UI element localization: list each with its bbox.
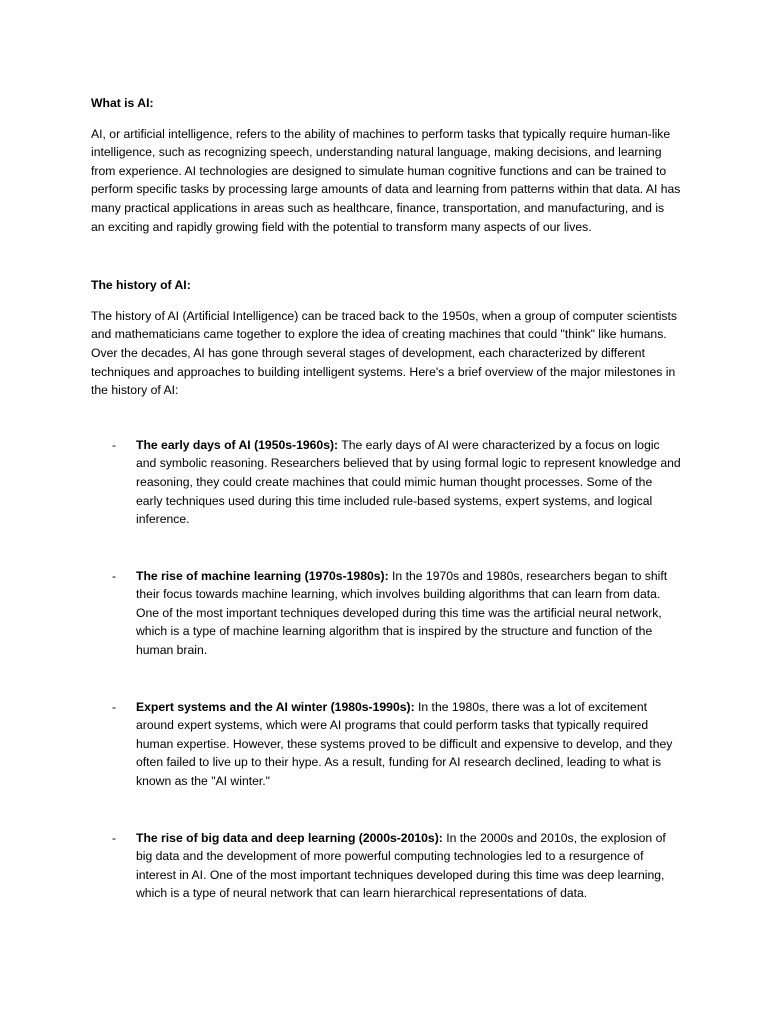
list-item-title: The rise of big data and deep learning (2000s-2010s): — [136, 830, 443, 845]
list-item-text: In the 1970s and 1980s, researchers began to shift their focus towards machine learning, which involves building algorithms that can learn from data. One of the most important techniques developed during this time was the artificial neural network, which is a type of machine learning algorithm that is inspired by the structure and function of the human brain. — [136, 568, 668, 658]
list-bullet: - — [112, 437, 117, 452]
list-item — [91, 567, 681, 660]
list-item — [91, 829, 681, 903]
heading-history-of-ai: The history of AI: — [91, 278, 191, 293]
list-item-text: In the 2000s and 2010s, the explosion of big data and the development of more powerful computing technologies led to a resurgence of interest in AI. One of the most important techniques developed during this time was deep learning, which is a type of neural network that can learn hierarchical representations of data. — [136, 830, 666, 901]
list-item-text: The early days of AI were characterized by a focus on logic and symbolic reasoning. Researchers believed that by using formal logic to represent knowledge and reasoning, they could create machines that could mimic human thought processes. Some of the early techniques used during this time included rule-based systems, expert systems, and logical inference. — [136, 437, 681, 527]
list-bullet: - — [112, 568, 117, 583]
heading-what-is-ai: What is AI: — [91, 96, 154, 110]
list-item — [91, 698, 681, 791]
list-item-text: In the 1980s, there was a lot of excitement around expert systems, which were AI programs that could perform tasks that typically required human expertise. However, these systems proved to be difficult and expensive to develop, and they often failed to live up to their hype. As a result, funding for AI research declined, leading to what is known as the "AI winter." — [136, 699, 673, 789]
list-bullet: - — [112, 699, 117, 714]
paragraph-history-of-ai: The history of AI (Artificial Intelligence) can be traced back to the 1950s, when a group of computer scientists and mathematicians came together to explore the idea of creating machines that could "think" like humans. Over the decades, AI has gone through several stages of development, each characterized by different techniques and approaches to building intelligent systems. Here's a brief overview of the major milestones in the history of AI: — [91, 308, 677, 398]
list-item-title: The early days of AI (1950s-1960s): — [136, 437, 339, 452]
paragraph-what-is-ai: AI, or artificial intelligence, refers to the ability of machines to perform tasks that typically require human-like intelligence, such as recognizing speech, understanding natural language, making decisions, and learning from experience. AI technologies are designed to simulate human cognitive functions and can be trained to perform specific tasks by processing large amounts of data and learning from patterns within that data. AI has many practical applications in areas such as healthcare, finance, transportation, and manufacturing, and is an exciting and rapidly growing field with the potential to transform many aspects of our lives. — [91, 126, 681, 234]
document-body — [91, 94, 681, 941]
list-item-title: Expert systems and the AI winter (1980s-1990s): — [136, 699, 415, 714]
list-item — [91, 436, 681, 529]
list-bullet: - — [112, 830, 117, 845]
milestone-list — [91, 436, 681, 903]
list-item-title: The rise of machine learning (1970s-1980s): — [136, 568, 389, 583]
